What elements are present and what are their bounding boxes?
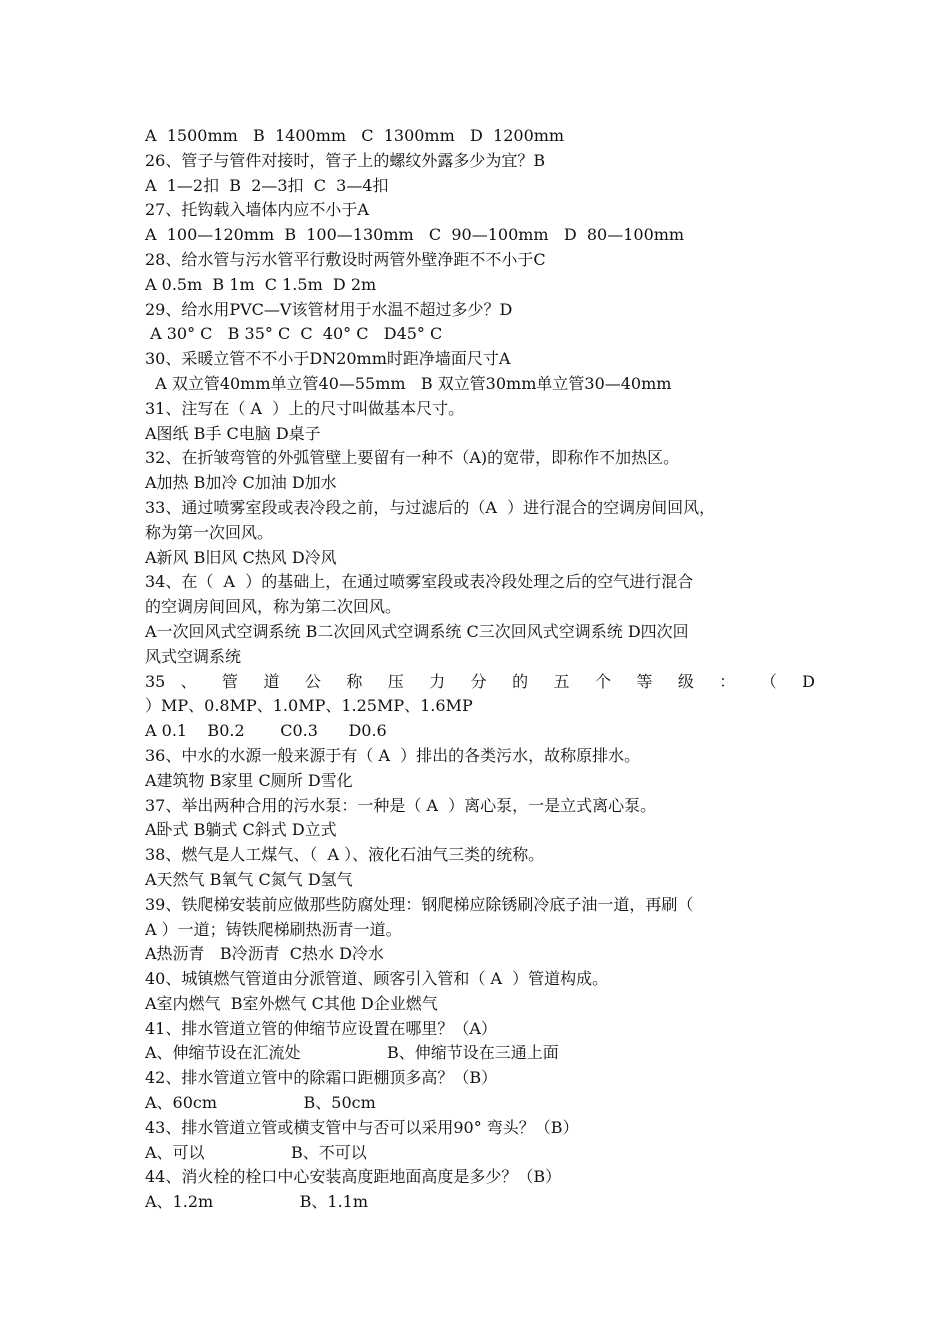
- answer-line: A图纸 B手 C电脑 D桌子: [145, 423, 321, 443]
- question-list: [145, 124, 815, 1215]
- question-line: 40、城镇燃气管道由分派管道、顾客引入管和（ A ）管道构成。: [145, 969, 609, 989]
- question-line: 39、铁爬梯安装前应做那些防腐处理：钢爬梯应除锈刷冷底子油一道，再刷（: [145, 894, 694, 914]
- question-line: 32、在折皱弯管的外弧管壁上要留有一种不（A)的宽带，即称作不加热区。: [145, 448, 680, 468]
- question-line: 35 、 管 道 公 称 压 力 分 的 五 个 等 级 ： （ D: [145, 671, 815, 691]
- answer-line: A建筑物 B家里 C厕所 D雪化: [145, 770, 353, 790]
- answer-line: A 30° C B 35° C C 40° C D45° C: [145, 324, 443, 344]
- answer-line: A 0.1 B0.2 C0.3 D0.6: [145, 721, 387, 741]
- question-line: 30、采暖立管不不小于DN20mm时距净墙面尺寸A: [145, 349, 511, 369]
- question-line: A ）一道；铸铁爬梯刷热沥青一道。: [145, 919, 402, 939]
- question-line: 42、排水管道立管中的除霜口距棚顶多高？（B）: [145, 1068, 498, 1088]
- answer-line: A新风 B旧风 C热风 D冷风: [145, 547, 337, 567]
- answer-line: A卧式 B躺式 C斜式 D立式: [145, 820, 337, 840]
- answer-line: A 100—120mm B 100—130mm C 90—100mm D 80—100mm: [145, 225, 685, 245]
- question-line: 28、给水管与污水管平行敷设时两管外壁净距不不小于C: [145, 249, 546, 269]
- question-line: 44、消火栓的栓口中心安装高度距地面高度是多少？（B）: [145, 1167, 562, 1187]
- question-line: 41、排水管道立管的伸缩节应设置在哪里？（A）: [145, 1018, 497, 1038]
- answer-line: A、可以 B、不可以: [145, 1142, 367, 1162]
- answer-line: 风式空调系统: [145, 646, 242, 666]
- question-line: 27、托钩载入墙体内应不小于A: [145, 200, 369, 220]
- answer-line: A、1.2m B、1.1m: [145, 1192, 369, 1212]
- question-line: 36、中水的水源一般来源于有（ A ）排出的各类污水，故称原排水。: [145, 745, 641, 765]
- question-line: 的空调房间回风，称为第二次回风。: [145, 597, 402, 617]
- answer-line: A 1—2扣 B 2—3扣 C 3—4扣: [145, 175, 389, 195]
- answer-line: A 1500mm B 1400mm C 1300mm D 1200mm: [145, 126, 565, 145]
- question-line: 31、注写在（ A ）上的尺寸叫做基本尺寸。: [145, 398, 465, 418]
- answer-line: A热沥青 B冷沥青 C热水 D冷水: [145, 944, 384, 964]
- question-line: 43、排水管道立管或横支管中与否可以采用90° 弯头？（B）: [145, 1117, 579, 1137]
- answer-line: A室内燃气 B室外燃气 C其他 D企业燃气: [145, 993, 438, 1013]
- question-line: 29、给水用PVC—V该管材用于水温不超过多少？D: [145, 299, 513, 319]
- answer-line: A、60cm B、50cm: [145, 1093, 376, 1113]
- question-line: ）MP、0.8MP、1.0MP、1.25MP、1.6MP: [145, 696, 473, 716]
- question-line: 38、燃气是人工煤气、（ A ）、液化石油气三类的统称。: [145, 845, 545, 865]
- answer-line: A一次回风式空调系统 B二次回风式空调系统 C三次回风式空调系统 D四次回: [145, 621, 689, 641]
- answer-line: A、伸缩节设在汇流处 B、伸缩节设在三通上面: [145, 1043, 559, 1063]
- answer-line: A 双立管40mm单立管40—55mm B 双立管30mm单立管30—40mm: [145, 373, 672, 393]
- question-line: 34、在（ A ）的基础上，在通过喷雾室段或表冷段处理之后的空气进行混合: [145, 572, 694, 592]
- question-line: 37、举出两种合用的污水泵：一种是（ A ）离心泵，一是立式离心泵。: [145, 795, 657, 815]
- answer-line: A 0.5m B 1m C 1.5m D 2m: [145, 274, 377, 294]
- question-line: 26、管子与管件对接时，管子上的螺纹外露多少为宜？B: [145, 150, 546, 170]
- question-line: 33、通过喷雾室段或表冷段之前，与过滤后的（A ）进行混合的空调房间回风，: [145, 497, 716, 517]
- answer-line: A天然气 B氧气 C氮气 D氢气: [145, 869, 353, 889]
- question-line: 称为第一次回风。: [145, 522, 274, 542]
- answer-line: A加热 B加冷 C加油 D加水: [145, 473, 337, 493]
